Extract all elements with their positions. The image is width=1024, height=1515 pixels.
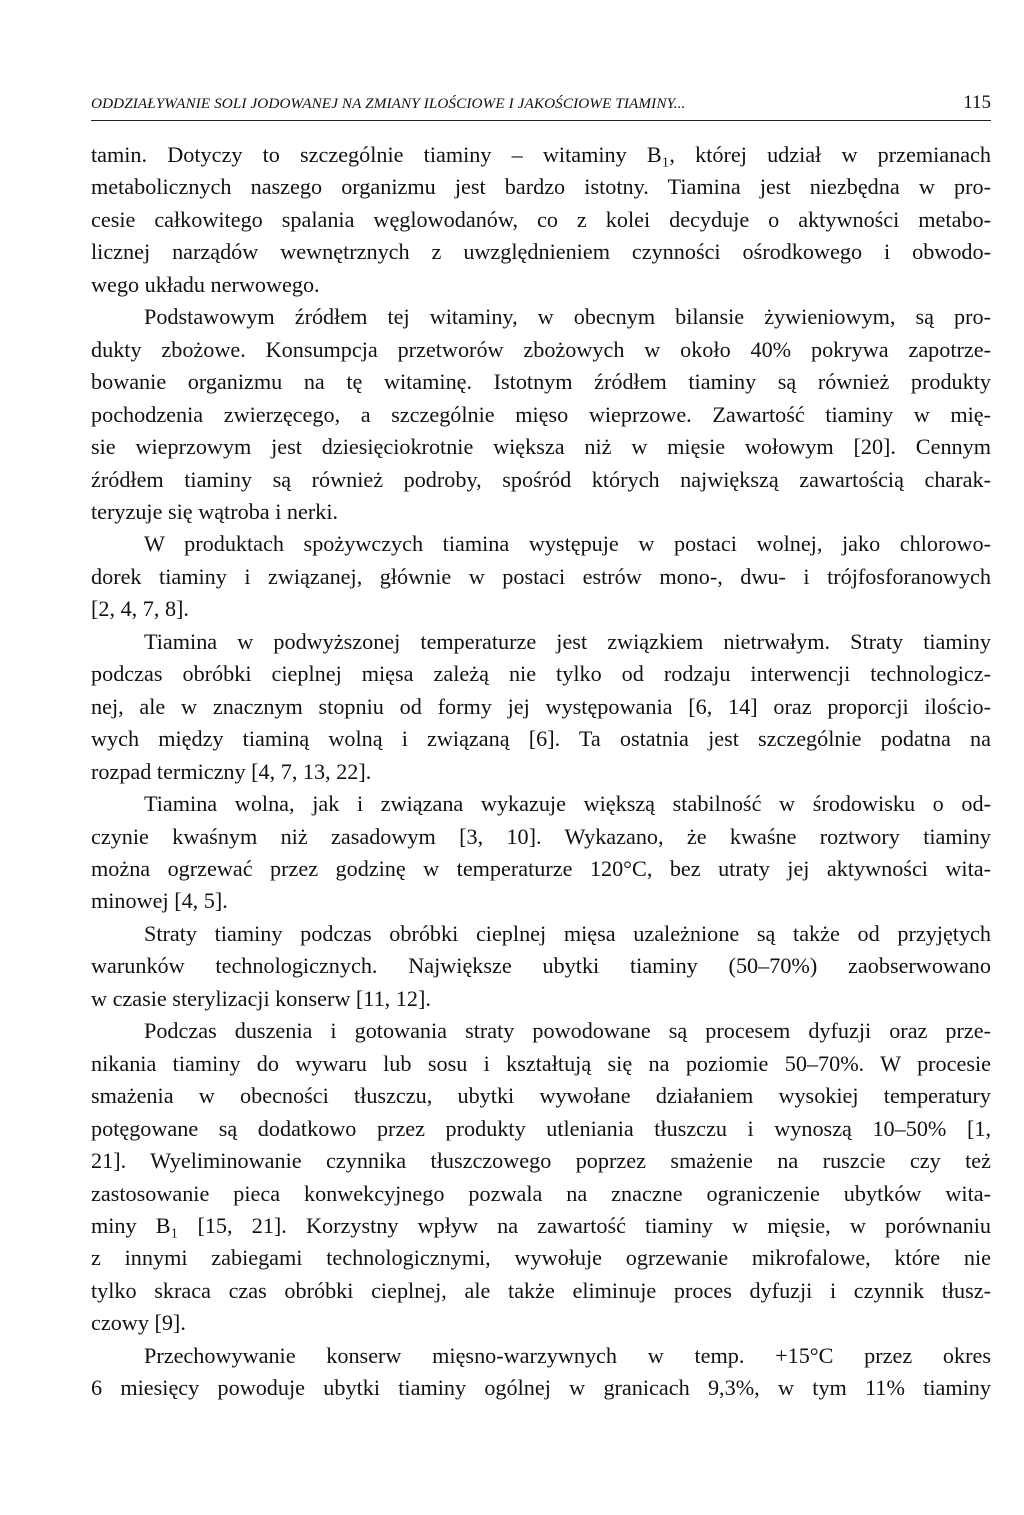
paragraph <box>91 528 991 625</box>
text-line: potęgowane są dodatkowo przez produkty utleniania tłuszczu i wynoszą 10–50% [1, <box>91 1115 991 1141</box>
text-line: sie wieprzowym jest dziesięciokrotnie większa niż w mięsie wołowym [20]. Cennym <box>91 434 991 460</box>
text-line: pochodzenia zwierzęcego, a szczególnie mięso wieprzowe. Zawartość tiaminy w mię- <box>91 401 991 427</box>
paragraph <box>91 301 991 528</box>
text-line: dukty zbożowe. Konsumpcja przetworów zbożowych w około 40% pokrywa zapotrze- <box>91 336 991 362</box>
article-body <box>91 139 991 1405</box>
text-line: tylko skraca czas obróbki cieplnej, ale także eliminuje proces dyfuzji i czynnik tłusz- <box>91 1277 991 1303</box>
text-line: Tiamina wolna, jak i związana wykazuje większą stabilność w środowisku o od- <box>144 791 991 817</box>
text-line: czowy [9]. <box>91 1310 186 1336</box>
running-header <box>91 92 991 121</box>
text-line: licznej narządów wewnętrznych z uwzględnieniem czynności ośrodkowego i obwodo- <box>91 239 991 265</box>
running-title: ODDZIAŁYWANIE SOLI JODOWANEJ NA ZMIANY ILOŚCIOWE I JAKOŚCIOWE TIAMINY... <box>91 95 686 112</box>
text-line: miny B₁ [15, 21]. Korzystny wpływ na zawartość tiaminy w mięsie, w porównaniu <box>91 1212 991 1238</box>
text-line: warunków technologicznych. Największe ubytki tiaminy (50–70%) zaobserwowano <box>91 953 991 979</box>
text-line: smażenia w obecności tłuszczu, ubytki wywołane działaniem wysokiej temperatury <box>91 1083 991 1109</box>
text-line: rozpad termiczny [4, 7, 13, 22]. <box>91 758 372 784</box>
text-line: Straty tiaminy podczas obróbki cieplnej mięsa uzależnione są także od przyjętych <box>144 920 991 946</box>
text-line: bowanie organizmu na tę witaminę. Istotnym źródłem tiaminy są również produkty <box>91 369 991 395</box>
text-line: czynie kwaśnym niż zasadowym [3, 10]. Wykazano, że kwaśne roztwory tiaminy <box>91 823 991 849</box>
text-line: można ogrzewać przez godzinę w temperaturze 120°C, bez utraty jej aktywności wita- <box>91 855 991 881</box>
page <box>91 92 991 1405</box>
paragraph <box>91 1340 991 1405</box>
paragraph <box>91 918 991 1015</box>
text-line: [2, 4, 7, 8]. <box>91 596 189 622</box>
text-line: wych między tiaminą wolną i związaną [6]. Ta ostatnia jest szczególnie podatna na <box>91 726 991 752</box>
text-line: cesie całkowitego spalania węglowodanów, co z kolei decyduje o aktywności metabo- <box>91 206 991 232</box>
text-line: z innymi zabiegami technologicznymi, wywołuje ogrzewanie mikrofalowe, które nie <box>91 1245 991 1271</box>
paragraph <box>91 1015 991 1340</box>
text-line: 21]. Wyeliminowanie czynnika tłuszczowego poprzez smażenie na ruszcie czy też <box>91 1148 991 1174</box>
paragraph <box>91 788 991 918</box>
paragraph <box>91 626 991 788</box>
text-line: W produktach spożywczych tiamina występuje w postaci wolnej, jako chlorowo- <box>144 531 991 557</box>
text-line: dorek tiaminy i związanej, głównie w postaci estrów mono-, dwu- i trójfosforanowych <box>91 563 991 589</box>
text-line: tamin. Dotyczy to szczególnie tiaminy – witaminy B₁, której udział w przemianach <box>91 142 991 167</box>
text-line: Tiamina w podwyższonej temperaturze jest związkiem nietrwałym. Straty tiaminy <box>144 628 991 654</box>
text-line: 6 miesięcy powoduje ubytki tiaminy ogólnej w granicach 9,3%, w tym 11% tiaminy <box>91 1375 991 1401</box>
text-line: wego układu nerwowego. <box>91 271 320 297</box>
text-line: Podstawowym źródłem tej witaminy, w obecnym bilansie żywieniowym, są pro- <box>144 304 991 330</box>
text-line: Podczas duszenia i gotowania straty powodowane są procesem dyfuzji oraz prze- <box>144 1018 991 1044</box>
text-line: minowej [4, 5]. <box>91 888 228 914</box>
text-line: podczas obróbki cieplnej mięsa zależą nie tylko od rodzaju interwencji technologicz- <box>91 661 991 687</box>
text-line: źródłem tiaminy są również podroby, spośród których największą zawartością charak- <box>91 466 991 492</box>
text-line: teryzuje się wątroba i nerki. <box>91 498 339 524</box>
page-number: 115 <box>963 92 991 113</box>
paragraph <box>91 139 991 301</box>
text-line: Przechowywanie konserw mięsno-warzywnych w temp. +15°C przez okres <box>144 1342 991 1368</box>
text-line: nej, ale w znacznym stopniu od formy jej występowania [6, 14] oraz proporcji ilościo- <box>91 693 991 719</box>
text-line: nikania tiaminy do wywaru lub sosu i kształtują się na poziomie 50–70%. W procesie <box>91 1050 991 1076</box>
text-line: zastosowanie pieca konwekcyjnego pozwala na znaczne ograniczenie ubytków wita- <box>91 1180 991 1206</box>
text-line: metabolicznych naszego organizmu jest bardzo istotny. Tiamina jest niezbędna w pro- <box>91 174 991 200</box>
text-line: w czasie sterylizacji konserw [11, 12]. <box>91 985 431 1011</box>
